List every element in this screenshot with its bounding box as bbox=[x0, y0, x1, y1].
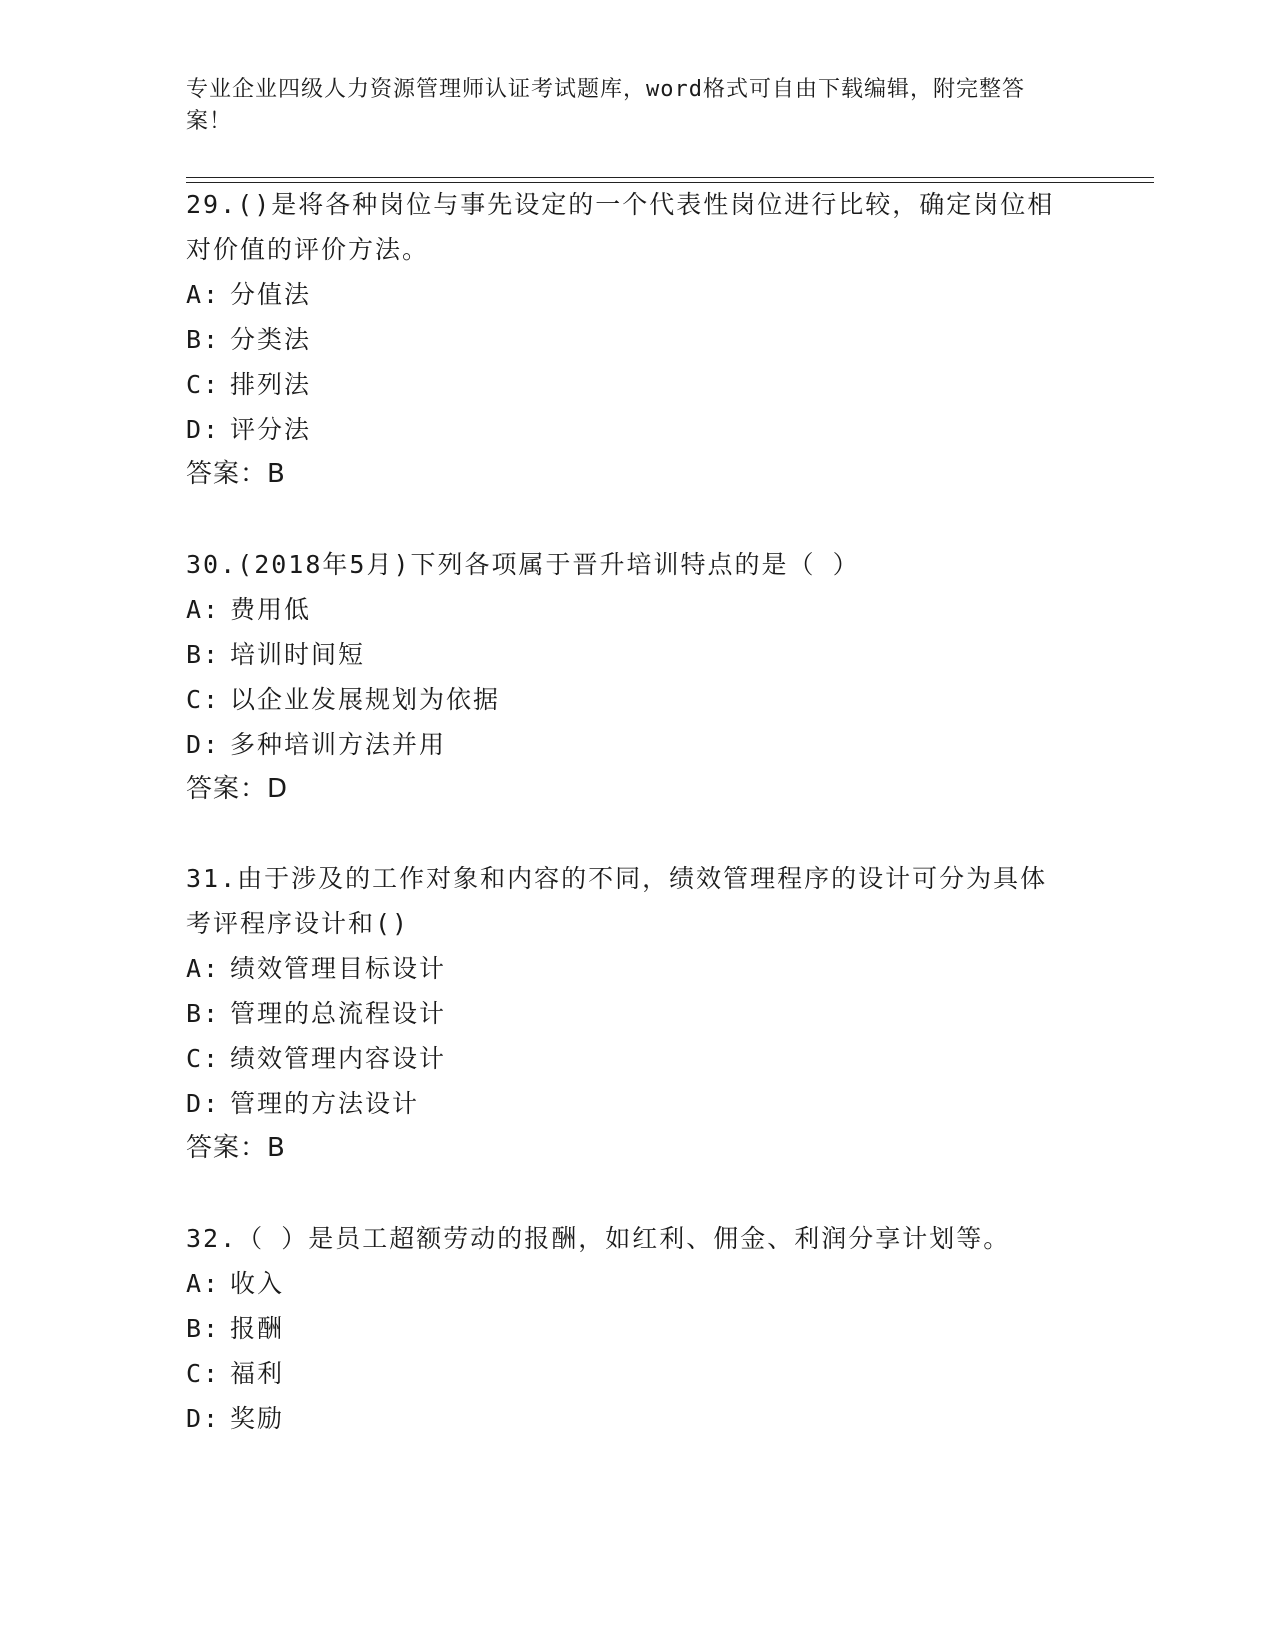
option-b bbox=[186, 317, 1066, 362]
document-intro: 专业企业四级人力资源管理师认证考试题库，word格式可自由下载编辑，附完整答案！ bbox=[186, 77, 1025, 134]
question-stem: 31.由于涉及的工作对象和内容的不同，绩效管理程序的设计可分为具体考评程序设计和() bbox=[186, 864, 1048, 938]
option-b bbox=[186, 1306, 1066, 1351]
option-b bbox=[186, 632, 1066, 677]
option-text: 多种培训方法并用 bbox=[230, 730, 447, 759]
option-d bbox=[186, 1396, 1066, 1441]
option-key: C: bbox=[186, 370, 221, 399]
option-text: 排列法 bbox=[230, 370, 312, 399]
question-30 bbox=[186, 540, 1066, 812]
option-text: 报酬 bbox=[230, 1314, 285, 1343]
option-key: B: bbox=[186, 1314, 221, 1343]
question-stem: 29.()是将各种岗位与事先设定的一个代表性岗位进行比较，确定岗位相对价值的评价方法。 bbox=[186, 190, 1055, 264]
option-d bbox=[186, 407, 1066, 452]
option-a bbox=[186, 1261, 1066, 1306]
option-text: 奖励 bbox=[230, 1404, 285, 1433]
option-a bbox=[186, 272, 1066, 317]
option-text: 以企业发展规划为依据 bbox=[230, 685, 501, 714]
option-key: B: bbox=[186, 640, 221, 669]
option-text: 费用低 bbox=[230, 595, 312, 624]
question-stem: 30.(2018年5月)下列各项属于晋升培训特点的是（ ） bbox=[186, 550, 860, 579]
option-a bbox=[186, 587, 1066, 632]
answer-line: 答案：B bbox=[186, 1133, 286, 1163]
option-text: 培训时间短 bbox=[230, 640, 366, 669]
option-a bbox=[186, 946, 1066, 991]
option-key: C: bbox=[186, 1044, 221, 1073]
option-text: 绩效管理内容设计 bbox=[230, 1044, 447, 1073]
answer-line: 答案：B bbox=[186, 459, 286, 489]
option-key: A: bbox=[186, 280, 221, 309]
option-key: C: bbox=[186, 685, 221, 714]
option-text: 管理的总流程设计 bbox=[230, 999, 447, 1028]
option-key: C: bbox=[186, 1359, 221, 1388]
header-divider-top bbox=[186, 177, 1154, 178]
question-stem: 32.（ ）是员工超额劳动的报酬，如红利、佣金、利润分享计划等。 bbox=[186, 1224, 1011, 1253]
option-key: B: bbox=[186, 999, 221, 1028]
option-key: D: bbox=[186, 730, 221, 759]
option-key: B: bbox=[186, 325, 221, 354]
option-text: 福利 bbox=[230, 1359, 285, 1388]
option-c bbox=[186, 1351, 1066, 1396]
answer-line: 答案：D bbox=[186, 774, 289, 804]
option-c bbox=[186, 1036, 1066, 1081]
option-c bbox=[186, 362, 1066, 407]
option-key: A: bbox=[186, 1269, 221, 1298]
option-key: D: bbox=[186, 415, 221, 444]
option-d bbox=[186, 1081, 1066, 1126]
option-text: 管理的方法设计 bbox=[230, 1089, 420, 1118]
question-31 bbox=[186, 854, 1066, 1171]
option-text: 评分法 bbox=[230, 415, 312, 444]
option-b bbox=[186, 991, 1066, 1036]
option-key: A: bbox=[186, 954, 221, 983]
option-key: D: bbox=[186, 1404, 221, 1433]
option-text: 分类法 bbox=[230, 325, 312, 354]
option-d bbox=[186, 722, 1066, 767]
option-key: D: bbox=[186, 1089, 221, 1118]
option-c bbox=[186, 677, 1066, 722]
question-29 bbox=[186, 180, 1066, 497]
option-text: 分值法 bbox=[230, 280, 312, 309]
option-key: A: bbox=[186, 595, 221, 624]
option-text: 绩效管理目标设计 bbox=[230, 954, 447, 983]
question-32 bbox=[186, 1214, 1066, 1441]
option-text: 收入 bbox=[230, 1269, 285, 1298]
